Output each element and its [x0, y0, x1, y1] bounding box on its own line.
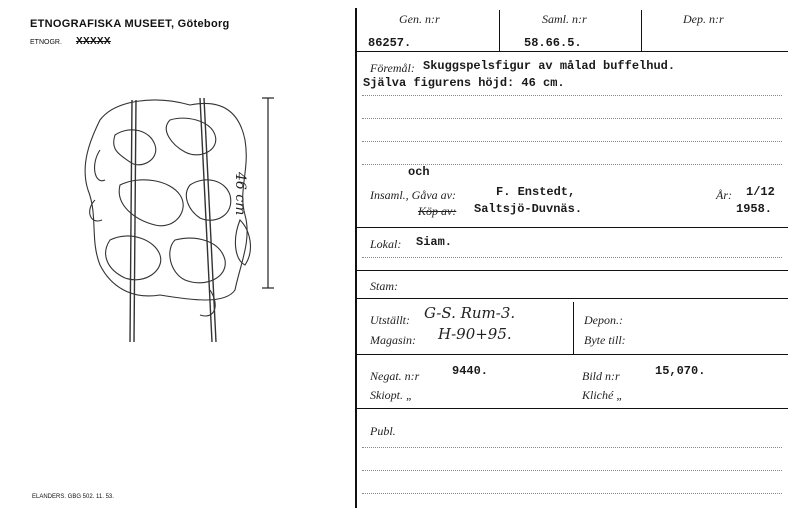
kop-struck: Köp av:	[418, 204, 457, 218]
lokal-label: Lokal:	[370, 237, 402, 251]
height-note: 46 cm	[232, 172, 248, 216]
magasin-label: Magasin:	[370, 333, 416, 347]
rule-6	[356, 408, 788, 409]
rule-2	[356, 227, 788, 228]
dotline	[362, 257, 782, 258]
magasin-value: H-90+95.	[438, 325, 512, 343]
insaml-label: Insaml., Gåva av:	[370, 188, 456, 202]
saml-value: 58.66.5.	[524, 36, 582, 50]
ar-value: 1/12	[746, 185, 775, 199]
dep-label: Dep. n:r	[683, 12, 724, 26]
skiopt-label: Skiopt. „	[370, 388, 413, 402]
gen-label: Gen. n:r	[399, 12, 440, 26]
rule-5	[356, 354, 788, 355]
foremal-line2: Själva figurens höjd: 46 cm.	[363, 76, 565, 90]
bild-value: 15,070.	[655, 364, 706, 378]
place-value: Saltsjö-Duvnäs.	[474, 202, 583, 216]
etnogr-label: ETNOGR.	[30, 39, 62, 46]
utstallt-value: G-S. Rum-3.	[424, 304, 516, 322]
foremal-label: Föremål:	[370, 61, 415, 75]
printer-note: ELANDERS. GBG 502. 11. 53.	[32, 494, 114, 500]
ar-label: År:	[716, 188, 732, 202]
col-divider-3	[573, 302, 574, 354]
byte-label: Byte till:	[584, 333, 626, 347]
kliche-label: Kliché „	[582, 388, 623, 402]
publ-label: Publ.	[370, 424, 396, 438]
insaml-value: F. Enstedt,	[496, 185, 576, 199]
puppet-drawing	[60, 90, 320, 360]
och-text: och	[408, 165, 430, 179]
stam-label: Stam:	[370, 279, 398, 293]
year-value: 1958.	[736, 202, 773, 216]
card-divider	[355, 8, 357, 508]
negat-value: 9440.	[452, 364, 489, 378]
dotline	[362, 95, 782, 96]
utstallt-label: Utställt:	[370, 313, 411, 327]
negat-label: Negat. n:r	[370, 369, 420, 383]
foremal-value: Skuggspelsfigur av målad buffelhud.	[423, 59, 676, 73]
rule-3	[356, 270, 788, 271]
rule-1	[356, 51, 788, 52]
col-divider-2	[641, 10, 642, 51]
dotline	[362, 447, 782, 448]
rule-4	[356, 298, 788, 299]
depon-label: Depon.:	[584, 313, 623, 327]
struck-label: XXXXX	[76, 36, 111, 47]
bild-label: Bild n:r	[582, 369, 620, 383]
dotline	[362, 141, 782, 142]
museum-title: ETNOGRAFISKA MUSEET, Göteborg	[30, 18, 230, 30]
lokal-value: Siam.	[416, 235, 453, 249]
dotline	[362, 493, 782, 494]
col-divider-1	[499, 10, 500, 51]
dotline	[362, 470, 782, 471]
gen-value: 86257.	[368, 36, 412, 50]
saml-label: Saml. n:r	[542, 12, 587, 26]
dotline	[362, 118, 782, 119]
